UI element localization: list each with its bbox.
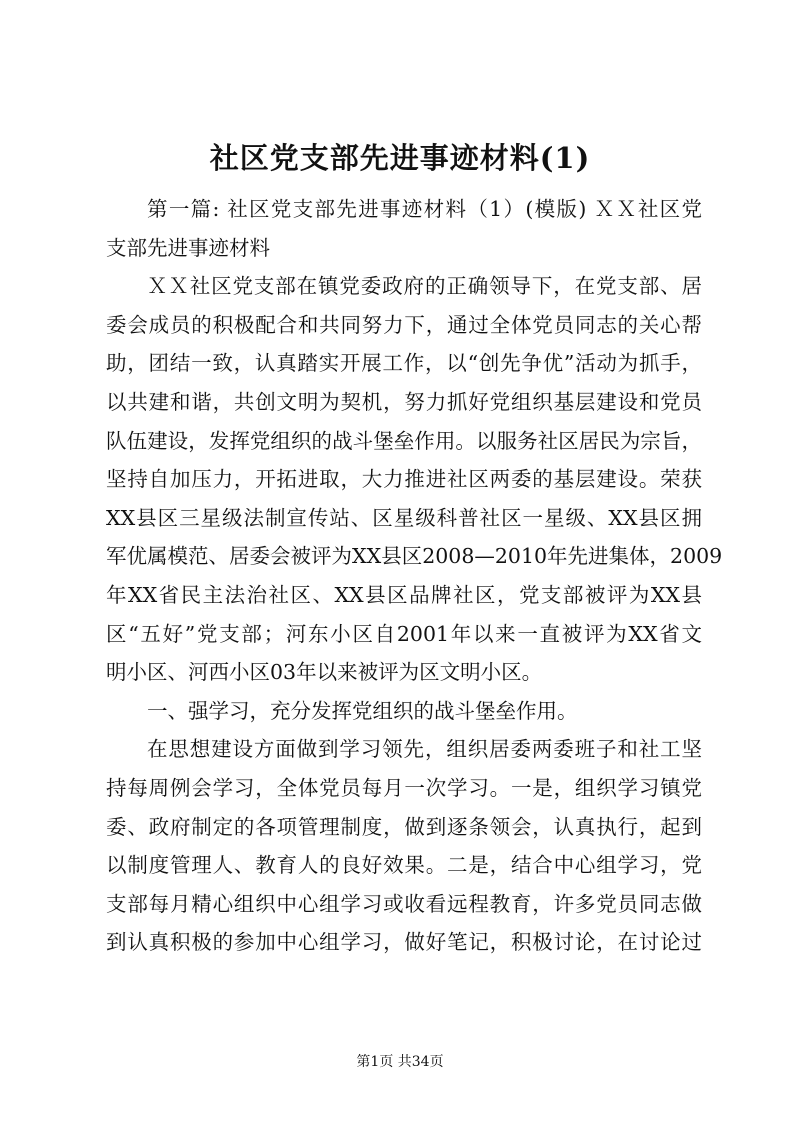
text-line: 明小区、河西小区03年以来被评为区文明小区。 (106, 660, 543, 685)
text-line: 支部先进事迹材料 (106, 235, 270, 260)
text-line: 以制度管理人、教育人的良好效果。二是，结合中心组学习，党 (106, 853, 702, 878)
text-line: 委、政府制定的各项管理制度，做到逐条领会，认真执行，起到 (106, 814, 702, 839)
text-line: 支部每月精心组织中心组学习或收看远程教育，许多党员同志做 (106, 891, 702, 916)
text-line: 到认真积极的参加中心组学习，做好笔记，积极讨论，在讨论过 (106, 930, 702, 955)
text-line: 在思想建设方面做到学习领先，组织居委两委班子和社工坚 (147, 737, 702, 762)
text-line: 持每周例会学习，全体党员每月一次学习。一是，组织学习镇党 (106, 775, 702, 800)
document-body (106, 190, 723, 962)
text-line: 委会成员的积极配合和共同努力下，通过全体党员同志的关心帮 (106, 312, 702, 337)
text-line: 坚持自加压力，开拓进取，大力推进社区两委的基层建设。荣获 (106, 467, 702, 492)
text-line: 第一篇: 社区党支部先进事迹材料（1）(模版) ＸＸ社区党 (147, 197, 702, 221)
page-footer (0, 1052, 800, 1072)
text-line: 年XX省民主法治社区、XX县区品牌社区，党支部被评为XX县 (106, 582, 702, 607)
text-line: XX县区三星级法制宣传站、区星级科普社区一星级、XX县区拥 (106, 505, 702, 530)
text-line: 队伍建设，发挥党组织的战斗堡垒作用。以服务社区居民为宗旨， (106, 428, 702, 453)
text-line: ＸＸ社区党支部在镇党委政府的正确领导下，在党支部、居 (147, 274, 702, 299)
section-heading: 一、强学习，充分发挥党组织的战斗堡垒作用。 (147, 698, 578, 723)
page-title: 社区党支部先进事迹材料(1) (209, 141, 591, 175)
text-line: 区“五好”党支部；河东小区自2001年以来一直被评为XX省文 (106, 621, 702, 646)
text-line: 助，团结一致，认真踏实开展工作，以“创先争优”活动为抓手， (106, 351, 702, 376)
text-line: 以共建和谐，共创文明为契机，努力抓好党组织基层建设和党员 (106, 389, 702, 414)
text-line: 军优属模范、居委会被评为XX县区2008—2010年先进集体，2009 (106, 544, 723, 569)
page-number: 第1页 共34页 (356, 1054, 444, 1070)
